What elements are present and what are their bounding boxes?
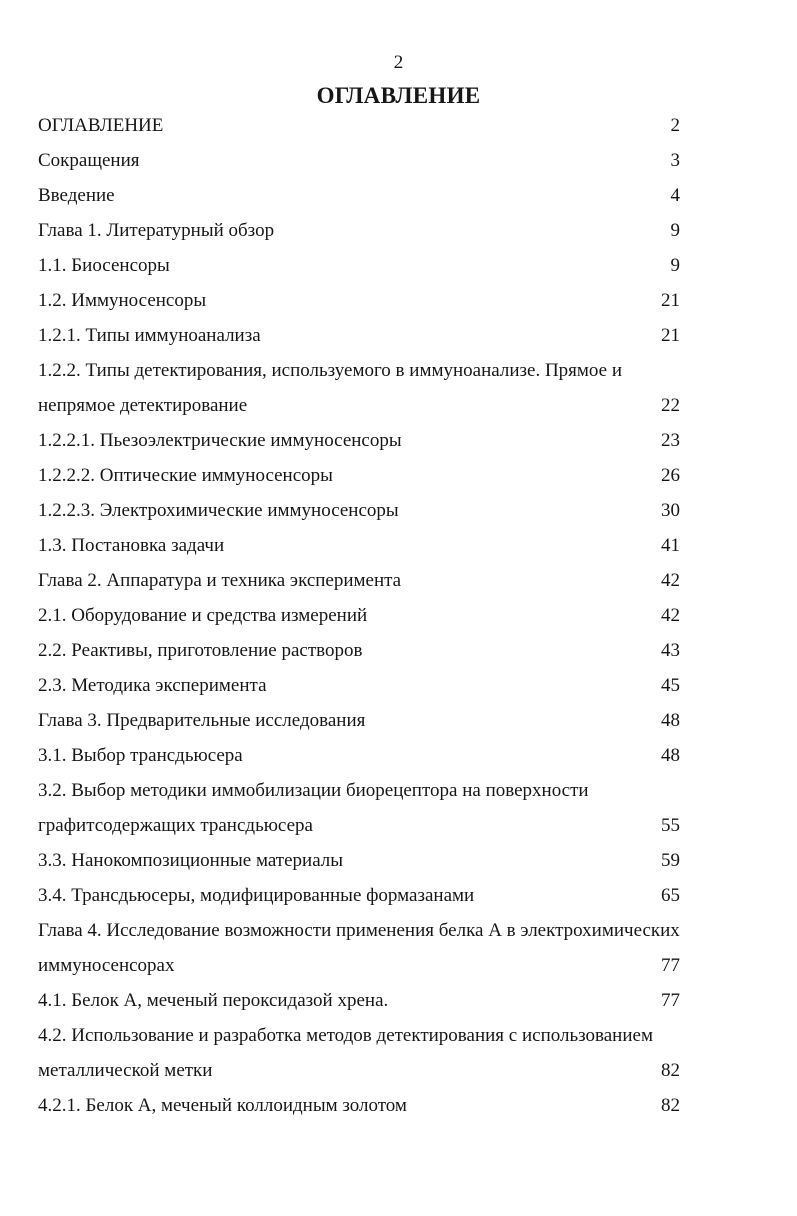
toc-entry-title: 1.3. Постановка задачи xyxy=(38,535,225,556)
toc-entry-page-number: 82 xyxy=(661,1060,680,1081)
toc-entry-title: 4.2. Использование и разработка методов детектирования с использованием xyxy=(38,1025,653,1046)
toc-entry xyxy=(38,773,758,843)
toc-entry-page-number: 45 xyxy=(661,675,680,696)
toc-entry xyxy=(38,108,758,143)
toc-entry-page-number: 48 xyxy=(661,745,680,766)
toc-entry-page-number: 42 xyxy=(661,605,680,626)
toc-entry xyxy=(38,353,758,423)
toc-entry xyxy=(38,458,758,493)
toc-entry-page-number: 4 xyxy=(670,185,680,206)
toc-entry-title: 3.2. Выбор методики иммобилизации биорецептора на поверхности xyxy=(38,780,589,801)
toc-entry xyxy=(38,738,758,773)
toc-entry xyxy=(38,668,758,703)
toc-entry-title: 1.2.1. Типы иммуноанализа xyxy=(38,325,261,346)
toc-entry-title: 1.2.2.1. Пьезоэлектрические иммуносенсоры xyxy=(38,430,402,451)
toc-entry-title: Введение xyxy=(38,185,115,206)
toc-entry xyxy=(38,213,758,248)
toc-entry-title: 2.3. Методика эксперимента xyxy=(38,675,267,696)
toc-entry-page-number: 21 xyxy=(661,325,680,346)
toc-entry-title: Сокращения xyxy=(38,150,140,171)
toc-entry-page-number: 22 xyxy=(661,395,680,416)
toc-entry xyxy=(38,843,758,878)
toc-entry-title-continuation: металлической метки xyxy=(38,1060,213,1081)
toc-entry-title: 3.4. Трансдьюсеры, модифицированные формазанами xyxy=(38,885,475,906)
table-of-contents xyxy=(38,108,758,1123)
toc-entry-title: 2.1. Оборудование и средства измерений xyxy=(38,605,368,626)
toc-entry-title: 3.1. Выбор трансдьюсера xyxy=(38,745,243,766)
toc-entry xyxy=(38,633,758,668)
toc-entry-page-number: 9 xyxy=(670,220,680,241)
toc-entry-page-number: 42 xyxy=(661,570,680,591)
toc-entry xyxy=(38,878,758,913)
toc-entry-title: 1.1. Биосенсоры xyxy=(38,255,170,276)
toc-entry-page-number: 30 xyxy=(661,500,680,521)
toc-entry-title: 3.3. Нанокомпозиционные материалы xyxy=(38,850,344,871)
page-number: 2 xyxy=(393,52,404,73)
toc-entry-page-number: 2 xyxy=(670,115,680,136)
toc-entry xyxy=(38,1088,758,1123)
page-title: ОГЛАВЛЕНИЕ xyxy=(316,83,481,108)
toc-entry xyxy=(38,703,758,738)
toc-entry-title: Глава 4. Исследование возможности применения белка А в электрохимических xyxy=(38,920,680,941)
toc-entry xyxy=(38,493,758,528)
toc-entry-page-number: 48 xyxy=(661,710,680,731)
toc-entry-title: 4.2.1. Белок А, меченый коллоидным золотом xyxy=(38,1095,407,1116)
toc-entry-page-number: 82 xyxy=(661,1095,680,1116)
toc-entry-page-number: 9 xyxy=(670,255,680,276)
toc-entry-title: Глава 3. Предварительные исследования xyxy=(38,710,366,731)
toc-entry xyxy=(38,423,758,458)
toc-entry-title: Глава 2. Аппаратура и техника эксперимента xyxy=(38,570,402,591)
toc-entry-page-number: 41 xyxy=(661,535,680,556)
toc-entry xyxy=(38,178,758,213)
toc-entry xyxy=(38,528,758,563)
toc-entry-title: 1.2. Иммуносенсоры xyxy=(38,290,207,311)
toc-entry-page-number: 77 xyxy=(661,955,680,976)
toc-entry xyxy=(38,598,758,633)
toc-entry-page-number: 77 xyxy=(661,990,680,1011)
toc-entry-page-number: 3 xyxy=(670,150,680,171)
toc-entry-title: 1.2.2.3. Электрохимические иммуносенсоры xyxy=(38,500,399,521)
toc-entry-title: 4.1. Белок А, меченый пероксидазой хрена. xyxy=(38,990,389,1011)
toc-entry-page-number: 26 xyxy=(661,465,680,486)
toc-entry xyxy=(38,318,758,353)
toc-entry-title-continuation: иммуносенсорах xyxy=(38,955,175,976)
toc-entry-title: 1.2.2.2. Оптические иммуносенсоры xyxy=(38,465,333,486)
toc-entry-page-number: 43 xyxy=(661,640,680,661)
toc-entry-title: ОГЛАВЛЕНИЕ xyxy=(38,115,164,136)
toc-entry-title: Глава 1. Литературный обзор xyxy=(38,220,275,241)
toc-entry-page-number: 23 xyxy=(661,430,680,451)
toc-entry xyxy=(38,248,758,283)
toc-entry-page-number: 59 xyxy=(661,850,680,871)
toc-entry xyxy=(38,563,758,598)
toc-entry xyxy=(38,283,758,318)
toc-entry-title: 2.2. Реактивы, приготовление растворов xyxy=(38,640,363,661)
toc-entry-page-number: 21 xyxy=(661,290,680,311)
toc-entry xyxy=(38,143,758,178)
toc-entry xyxy=(38,913,758,983)
toc-entry-title: 1.2.2. Типы детектирования, используемого в иммуноанализе. Прямое и xyxy=(38,360,623,381)
toc-entry-page-number: 55 xyxy=(661,815,680,836)
toc-entry-title-continuation: графитсодержащих трансдьюсера xyxy=(38,815,313,836)
toc-entry xyxy=(38,983,758,1018)
toc-entry-title-continuation: непрямое детектирование xyxy=(38,395,248,416)
toc-entry-page-number: 65 xyxy=(661,885,680,906)
toc-entry xyxy=(38,1018,758,1088)
